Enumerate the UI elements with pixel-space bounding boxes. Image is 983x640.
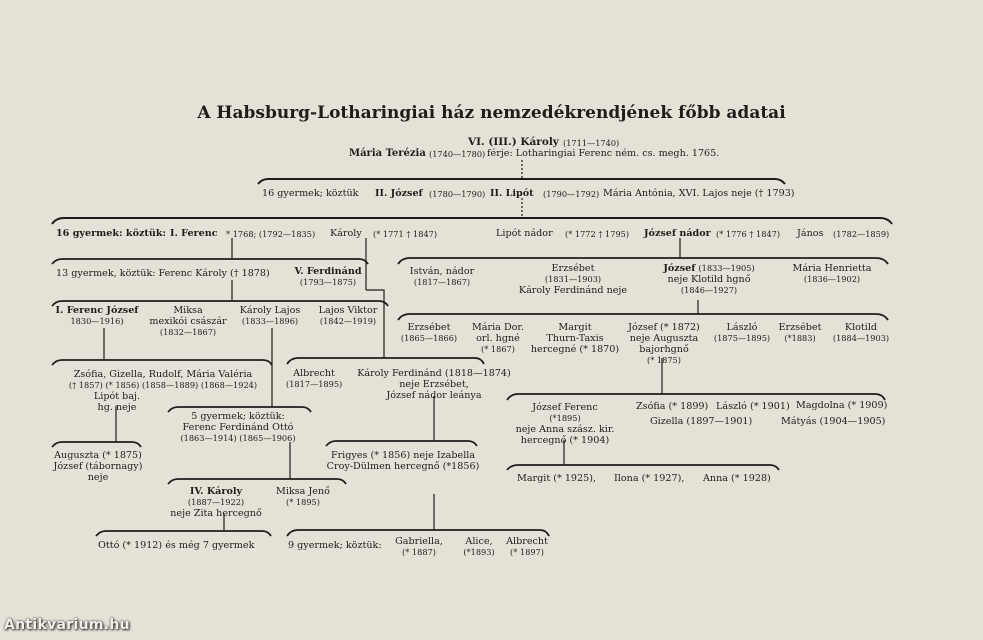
leopold-ii-name: II. Lipót — [490, 188, 534, 199]
ferdinand-v-dates: (1793—1875) — [299, 277, 357, 287]
albrecht-dates: (1817—1895) — [286, 379, 343, 389]
alice-name: Alice, — [465, 536, 493, 547]
erzsebet-1865-dates: (1865—1866) — [400, 333, 458, 343]
frigyes-line1: Frigyes (* 1856) neje Izabella — [330, 450, 476, 461]
bracket-fj-children — [52, 360, 272, 365]
jozsef-nador-dates: (* 1776 † 1847) — [716, 229, 781, 239]
istvan-nador — [402, 266, 482, 288]
bracket-gen4-right — [398, 314, 888, 320]
jozsef-1833 — [654, 263, 764, 296]
karoly-ferdinand — [352, 368, 516, 401]
erzsebet-1883-name: Erzsébet — [778, 322, 822, 333]
istvan-dates: (1817—1867) — [413, 277, 471, 287]
gabriella-dates: (* 1887) — [402, 547, 436, 557]
karoly-name: Károly — [330, 228, 362, 239]
janos-dates: (1782—1859) — [833, 229, 890, 239]
bracket-frigyes — [326, 441, 477, 446]
charles-vi-name: VI. (III.) Károly — [468, 136, 559, 148]
zsofia-1899: Zsófia (* 1899) — [636, 401, 709, 412]
jozsef-ferenc-note2: hercegnő (* 1904) — [520, 435, 610, 446]
charles-vi-dates: (1711—1740) — [563, 138, 620, 148]
erzsebet-1883-dates: (*1883) — [784, 333, 816, 343]
karoly-iv — [160, 486, 272, 519]
albrecht-1897-dates: (* 1897) — [510, 547, 544, 557]
gizella-1897: Gizella (1897—1901) — [650, 416, 753, 427]
bracket-gen1 — [258, 179, 785, 184]
auguszta-note: neje — [87, 472, 109, 483]
jozsef-1872-note3: (* 1875) — [647, 355, 681, 365]
karoly-lajos-dates: (1833—1896) — [241, 316, 299, 326]
margit-1870-note2: hercegné (* 1870) — [530, 344, 620, 355]
bracket-bottom-left — [96, 531, 271, 536]
matyas-1904: Mátyás (1904—1905) — [781, 416, 886, 427]
fj-children-names: Zsófia, Gizella, Rudolf, Mária Valéria — [73, 369, 253, 380]
gabriella — [390, 536, 448, 558]
maria-dor-note: orl. hgné — [476, 333, 520, 344]
ferdinand-v — [292, 266, 364, 288]
jozsef-1833-name: József — [663, 263, 696, 274]
margit-1870-name: Margit — [558, 322, 592, 333]
erzsebet-1865 — [400, 322, 458, 344]
kl-children-prefix: 5 gyermek; köztük: — [191, 411, 285, 422]
frigyes — [326, 450, 480, 472]
bracket-gen2 — [52, 218, 892, 224]
istvan-name: István, nádor — [409, 266, 475, 277]
ferenc-jozsef-name: I. Ferenc József — [55, 305, 139, 316]
jozsef-1872-note1: neje Auguszta — [629, 333, 699, 344]
alice — [456, 536, 502, 558]
miksa-jeno-name: Miksa Jenő — [276, 486, 330, 497]
maria-theresa-spouse: férje: Lotharingiai Ferenc ném. cs. megh. 1765. — [487, 148, 720, 159]
otto-children: Ottó (* 1912) és még 7 gyermek — [98, 540, 255, 551]
miksa — [138, 305, 238, 338]
ferdinand-v-name: V. Ferdinánd — [294, 266, 362, 277]
page-title: A Habsburg-Lotharingiai ház nemzedékrendjének főbb adatai — [197, 103, 786, 123]
joseph-ii-dates: (1780—1790) — [429, 189, 486, 199]
miksa-title: mexikói császár — [149, 316, 227, 327]
bracket-karoly4 — [168, 479, 346, 484]
miksa-dates: (1832—1867) — [159, 327, 217, 337]
albrecht — [286, 368, 342, 390]
kl-children — [160, 411, 316, 444]
erzsebet-1865-name: Erzsébet — [407, 322, 451, 333]
laszlo-1901: László (* 1901) — [716, 401, 790, 412]
francis-i-name: I. Ferenc — [170, 228, 218, 239]
maria-dorothea — [464, 322, 532, 355]
lajos-viktor — [310, 305, 386, 327]
maria-henrietta-name: Mária Henrietta — [792, 263, 872, 274]
erzsebet-1883 — [774, 322, 826, 344]
gabriella-name: Gabriella, — [395, 536, 443, 547]
bracket-auguszta — [52, 442, 141, 447]
ilona-1927: Ilona (* 1927), — [614, 473, 685, 484]
jozsef-ferenc-note1: neje Anna szász. kir. — [515, 424, 615, 435]
leopold-ii-dates: (1790—1792) — [543, 189, 600, 199]
jozsef-ferenc-name: József Ferenc — [532, 402, 598, 413]
gen1-prefix: 16 gyermek; köztük — [262, 188, 359, 199]
miksa-jeno-dates: (* 1895) — [286, 497, 320, 507]
maria-theresa-dates: (1740—1780) — [429, 149, 486, 159]
joseph-ii-name: II. József — [375, 188, 423, 199]
karoly-iv-spouse: neje Zita hercegnő — [170, 508, 262, 519]
jozsef-ferenc — [506, 402, 624, 446]
laszlo-1875-name: László — [726, 322, 758, 333]
margit-1870-note1: Thurn-Taxis — [546, 333, 604, 344]
anna-1928: Anna (* 1928) — [703, 473, 771, 484]
gen2-prefix: 16 gyermek: köztük: — [56, 228, 167, 239]
alice-dates: (*1893) — [463, 547, 495, 557]
karoly-ferdinand-name: Károly Ferdinánd (1818—1874) — [357, 368, 511, 379]
lipot-nador-name: Lipót nádor — [496, 228, 553, 239]
margit-1925: Margit (* 1925), — [517, 473, 597, 484]
lipot-bajor — [82, 391, 152, 413]
maria-henrietta-dates: (1836—1902) — [803, 274, 861, 284]
erzsebet-1831-note: Károly Ferdinánd neje — [518, 285, 628, 296]
karoly-ferdinand-note1: neje Erzsébet, — [399, 379, 469, 390]
bracket-gen3-left — [52, 259, 368, 264]
ferenc-jozsef-dates: 1830—1916) — [70, 316, 124, 326]
lipot-baj-line1: Lipót baj. — [93, 391, 141, 402]
albrecht-name: Albrecht — [293, 368, 335, 379]
frigyes-children-prefix: 9 gyermek; köztük: — [288, 540, 382, 551]
erzsebet-1831 — [508, 263, 638, 296]
jozsef-1833-dates: (1833—1905) — [698, 263, 755, 273]
jozsef-1872-note2: bajorhgnő — [639, 344, 689, 355]
lajos-viktor-name: Lajos Viktor — [318, 305, 378, 316]
klotild-dates: (1884—1903) — [832, 333, 890, 343]
gen3-prefix: 13 gyermek, köztük: Ferenc Károly († 1878) — [56, 268, 270, 279]
kl-children-dates: (1863—1914) (1865—1906) — [180, 433, 296, 443]
laszlo-1875-dates: (1875—1895) — [713, 333, 771, 343]
lipot-baj-line2: hg. neje — [97, 402, 137, 413]
erzsebet-1831-dates: (1831—1903) — [544, 274, 602, 284]
maria-theresa-name: Mária Terézia — [349, 148, 426, 159]
karoly-dates: (* 1771 † 1847) — [373, 229, 438, 239]
marie-antoinette: Mária Antónia, XVI. Lajos neje († 1793) — [603, 188, 795, 199]
erzsebet-1831-name: Erzsébet — [551, 263, 595, 274]
ferenc-jozsef — [52, 305, 142, 327]
karoly-iv-name: IV. Károly — [189, 486, 243, 497]
albrecht-1897-name: Albrecht — [506, 536, 548, 547]
kl-children-names: Ferenc Ferdinánd Ottó — [182, 422, 294, 433]
fj-children-dates: († 1857) (* 1856) (1858—1889) (1868—1924) — [68, 380, 258, 390]
karoly-lajos-name: Károly Lajos — [239, 305, 301, 316]
jozsef-nador-name: József nádor — [644, 228, 711, 239]
jozsef-ferenc-dates: (*1895) — [549, 413, 581, 423]
karoly-ferdinand-note2: József nádor leánya — [386, 390, 482, 401]
watermark: Antikvarium.hu — [4, 617, 130, 633]
jozsef-1833-spouse-dates: (1846—1927) — [680, 285, 738, 295]
bracket-albrecht — [287, 358, 484, 364]
maria-dor-dates: (* 1867) — [481, 344, 515, 354]
auguszta-husband: József (tábornagy) — [53, 461, 143, 472]
lajos-viktor-dates: (1842—1919) — [319, 316, 377, 326]
miksa-name: Miksa — [173, 305, 203, 316]
maria-henrietta — [782, 263, 882, 285]
klotild-1884 — [830, 322, 892, 344]
francis-i-dates: * 1768; (1792—1835) — [226, 229, 316, 239]
lipot-nador-dates: (* 1772 † 1795) — [565, 229, 630, 239]
miksa-jeno — [268, 486, 338, 508]
jozsef-1872-name: József (* 1872) — [628, 322, 700, 333]
karoly-lajos — [232, 305, 308, 327]
fj-children — [52, 369, 274, 391]
jozsef-1833-spouse: neje Klotild hgnő — [667, 274, 751, 285]
frigyes-line2: Croy-Dülmen hercegnő (*1856) — [326, 461, 480, 472]
karoly-iv-dates: (1887—1922) — [187, 497, 245, 507]
laszlo-1875 — [712, 322, 772, 344]
bracket-jf-children — [507, 465, 779, 470]
margit-1870 — [530, 322, 620, 355]
maria-dor-name: Mária Dor. — [471, 322, 524, 333]
albrecht-1897 — [502, 536, 552, 558]
jozsef-1872 — [622, 322, 706, 366]
auguszta-name: Auguszta (* 1875) — [54, 450, 142, 461]
janos-name: János — [797, 228, 824, 239]
auguszta — [52, 450, 144, 483]
klotild-name: Klotild — [844, 322, 878, 333]
magdolna-1909: Magdolna (* 1909) — [796, 400, 888, 411]
